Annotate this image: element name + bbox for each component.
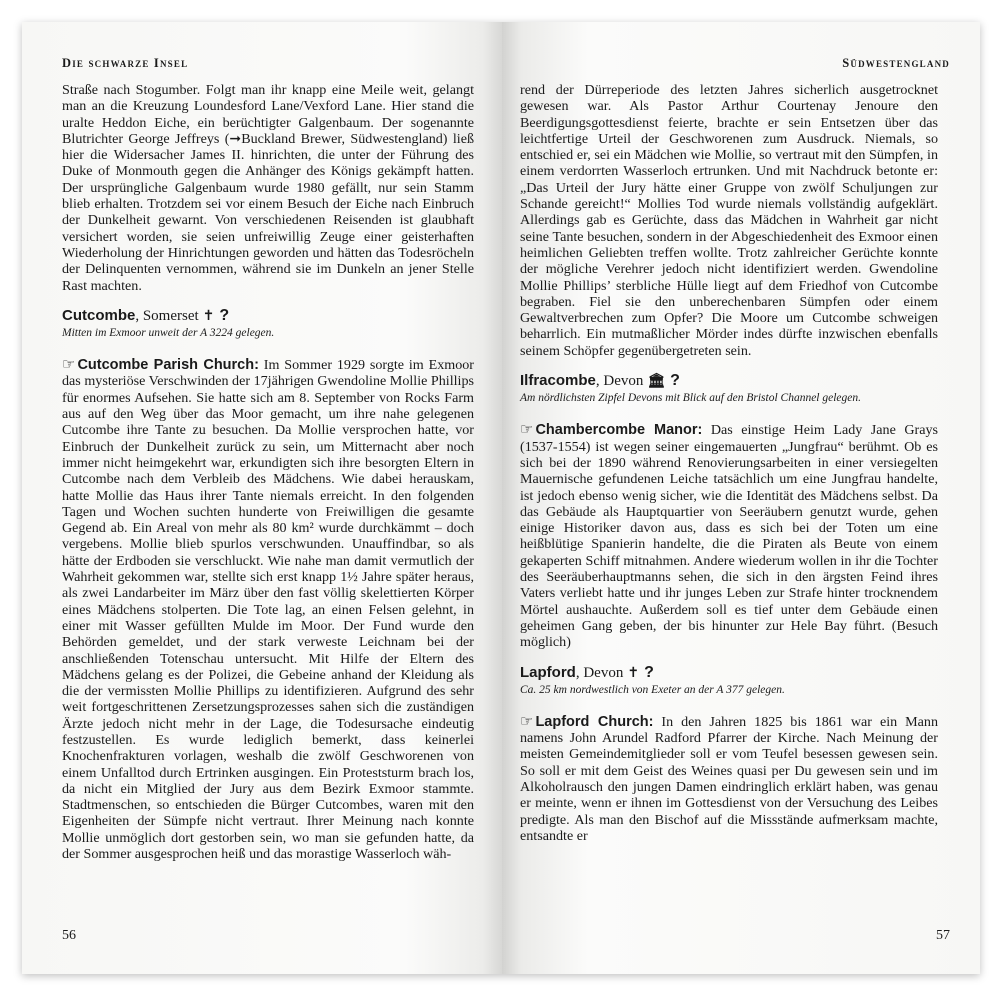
region-name: , Somerset bbox=[135, 307, 199, 324]
continuation-text: rend der Dürreperiode des letzten Jahres sicherlich ausgetrocknet gewesen war. Als Pastor Arthur Courtenay Jenoure den Beerdigungsgottesdienst feierte, brachte er sein Entsetzen über das leichtfertige Urteil der Geschworenen zum Ausdruck. Niemals, so entschied er, sei ein Mädchen wie Mollie, so vertraut mit den Sümpfen, in einem verdorrten Wasserloch ertrunken. Und mit Nachdruck betonte er: „Das Urteil der Jury hätte einer Gruppe von zwölf Schuljungen zur Schande gereicht!“ Mollies Tod wurde niemals vollständig aufgeklärt. Allerdings gab es Gerüchte, dass das Mädchen in Wahrheit gar nicht seine Tante besuchen, sondern in der Abgeschiedenheit des Exmoor einen heimlichen Geliebten treffen wollte. Trotz zahlreicher Gerüchte konnte der mögliche Verehrer jedoch nicht identifiziert werden. Gwendoline Mollie Phillips’ sterbliche Hülle liegt auf dem Friedhof von Cutcombe begraben. Fiel sie den unberechenbaren Sümpfen oder einem Gewaltverbrechen zum Opfer? Die Moore um Cutcombe schweigen beharrlich. Ein mutmaßlicher Mörder indes dürfte inzwischen ebenfalls seinem Schöpfer gegenübergetreten sein. bbox=[520, 82, 938, 359]
cross-icon: ✝ bbox=[627, 664, 640, 681]
left-column bbox=[62, 82, 474, 862]
pointing-hand-icon: ☞ bbox=[62, 355, 76, 374]
entry-text: In den Jahren 1825 bis 1861 war ein Mann namens John Arundel Radford Pfarrer der Kirche. Nach Meinung der meisten Gemeindemitglieder soll er vom Teufel besessen gewesen sein. So soll er mit dem Geist des Weines quasi per Du gewesen sein und im Alkoholrausch den jungen Damen eindringlich erklärt haben, was genau er meinte, wenn er ihnen im Gottesdienst von der Versuchung des Leibes predigte. Als man den Bischof auf die Missstände aufmerksam machte, entsandte er bbox=[520, 713, 938, 844]
region-name: , Devon bbox=[595, 373, 644, 390]
page-number-left: 56 bbox=[62, 928, 76, 943]
entry-text: Im Sommer 1929 sorgte im Exmoor das mysteriöse Verschwinden der 17jährigen Gwendoline Mollie Phillips für enormes Aufsehen. Sie hatte sich am 8. September von Rocks Farm aus auf den Weg über das Moor gemacht, um ihre nahe gelegenen Cutcombe ihre Tante zu besuchen. Da Mollie versprochen hatte, vor Einbruch der Dunkelheit zurück zu sein, um Mitternacht aber noch immer nicht heimgekehrt war, erkundigten sich ihre besorgten Eltern in Cutcombe nach dem Verbleib des Mädchens. Wie dabei herauskam, hatte Mollie das Haus ihrer Tante niemals erreicht. In den folgenden Tagen und Wochen suchten hunderte von Freiwilligen die gesamte Gegend ab. Ein Areal von mehr als 80 km² wurde durchkämmt – doch vergebens. Mollie blieb spurlos verschwunden. Unauffindbar, so als hätte der Erdboden sie verschluckt. Wie nahe man damit vermutlich der Wahrheit gekommen war, stellte sich erst knapp 1½ Jahre später heraus, als zwei Landarbeiter im März über den fast völlig skelettierten Körper eines Mädchens stolperten. Die Tote lag, an einen Felsen gelehnt, in einer mit Wasser gefüllten Mulde im Moor. Der Fund wurde den Behörden gemeldet, und der stark verweste Leichnam bei der anschließenden Totenschau untersucht. Mit Hilfe der Eltern des Mädchens gelang es der Polizei, die Gebeine anhand der Kleidung als die der vermissten Mollie Phillips zu identifizieren. Aufgrund des sehr weit fortgeschrittenen Zersetzungsprozesses sahen sich die zuständigen Ärzte jedoch nicht mehr in der Lage, die Todesursache eindeutig festzustellen. Es wurde lediglich bemerkt, dass keinerlei Knochenfrakturen vorlagen, weshalb die zwölf Geschworenen von einem Unfalltod durch Ertrinken ausgingen. Ein Proteststurm brach los, da nicht ein Mitglied der Jury aus dem Bezirk Exmoor stammte. Stadtmenschen, so entschieden die Bürger Cutcombes, waren mit den Eigenheiten der Sümpfe nicht vertraut. Ihrer Meinung nach konnte Mollie unmöglich dort gestorben sein, wo man sie gefunden hatte, da der Sommer ausgesprochen heiß und das morastige Wasserloch wäh- bbox=[62, 357, 475, 863]
place-name: Lapford bbox=[520, 663, 576, 681]
question-mark-icon: ? bbox=[219, 306, 230, 324]
question-mark-icon: ? bbox=[670, 372, 680, 390]
continuation-text: Straße nach Stogumber. Folgt man ihr knapp eine Meile weit, gelangt man an die Kreuzung Loundesford Lane/Vexford Lane. Hier stand die uralte Heddon Eiche, ein berüchtigter Galgenbaum. Der sogenannte Blutrichter George Jeffreys (➞Buckland Brewer, Südwestengland) ließ hier die Widersacher James II. hinrichten, die unter der Führung des Duke of Monmouth gegen die Anhänger des Königs gekämpft hatten. Der ursprüngliche Galgenbaum wurde 1980 gefällt, nur sein Stamm blieb erhalten. Trotzdem sei vor einem Besuch der Eiche nach Einbruch der Dunkelheit gewarnt. Von verschiedenen Reisenden ist glaubhaft versichert worden, sie seien unfreiwillig Zeuge einer geisterhaften Wiederholung der Hinrichtungen geworden und hätten das Todesröcheln der Delinquenten vernommen, während sie im Dunkeln an jener Stelle Rast machten. bbox=[62, 82, 474, 294]
pointing-hand-icon: ☞ bbox=[520, 711, 534, 730]
page-number-right: 57 bbox=[936, 928, 950, 943]
entry-location: Mitten im Exmoor unweit der A 3224 gelegen. bbox=[62, 327, 275, 340]
entry-subheading: Lapford Church: bbox=[535, 713, 654, 730]
region-name: , Devon bbox=[575, 664, 624, 681]
entry-body bbox=[520, 713, 938, 844]
right-page bbox=[502, 22, 980, 974]
entry-body bbox=[62, 356, 474, 862]
entry-title-cutcombe bbox=[62, 308, 474, 324]
open-book bbox=[22, 22, 980, 974]
place-name: Cutcombe bbox=[62, 306, 136, 324]
pointing-hand-icon: ☞ bbox=[520, 420, 534, 439]
question-mark-icon: ? bbox=[644, 663, 654, 681]
entry-subheading: Cutcombe Parish Church: bbox=[77, 357, 259, 374]
entry-subheading: Chambercombe Manor: bbox=[535, 422, 703, 439]
place-name: Ilfracombe bbox=[520, 372, 596, 390]
building-icon: 🏛 bbox=[647, 373, 666, 390]
entry-text: Das einstige Heim Lady Jane Grays (1537-1554) ist wegen seiner eingemauerten „Jungfrau“ berühmt. Ob es sich bei der 1890 während Renovierungsarbeiten in einer versiegelten Mauernische gefundenen Leiche tatsächlich um eine Jungfrau handelte, ist jedoch ebenso wenig sicher, wie die Identität des Mädchens selbst. Da das Gebäude als Hauptquartier von Seeräubern genutzt wurde, gehen einige Historiker davon aus, dass es sich bei der Toten um eine heißblütige Spanierin handelte, die die Piraten als Beute von einem gekaperten Schiff mitnahmen. Andere wiederum wollen in ihr die Tochter des Seeräuberhauptmanns sehen, die sich in den ärgsten Feind ihres Vaters verliebt hatte und ihr junges Leben zur Strafe hinter trocknendem Mörtel aushauchte. Außerdem soll es tief unter dem Gebäude einen geheimen Gang geben, der bis hinunter zur Hele Bay führt. (Besuch möglich) bbox=[520, 422, 938, 651]
entry-title-lapford bbox=[520, 665, 938, 681]
entry-location: Am nördlichsten Zipfel Devons mit Blick auf den Bristol Channel gelegen. bbox=[520, 392, 862, 405]
right-column bbox=[520, 82, 938, 844]
left-page bbox=[22, 22, 502, 974]
cross-icon: ✝ bbox=[202, 307, 215, 324]
entry-title-ilfracombe bbox=[520, 373, 938, 389]
entry-body bbox=[520, 421, 938, 650]
running-head-right: Südwestengland bbox=[842, 56, 950, 70]
entry-location: Ca. 25 km nordwestlich von Exeter an der A 377 gelegen. bbox=[520, 683, 785, 696]
running-head-left: Die schwarze Insel bbox=[62, 56, 189, 70]
